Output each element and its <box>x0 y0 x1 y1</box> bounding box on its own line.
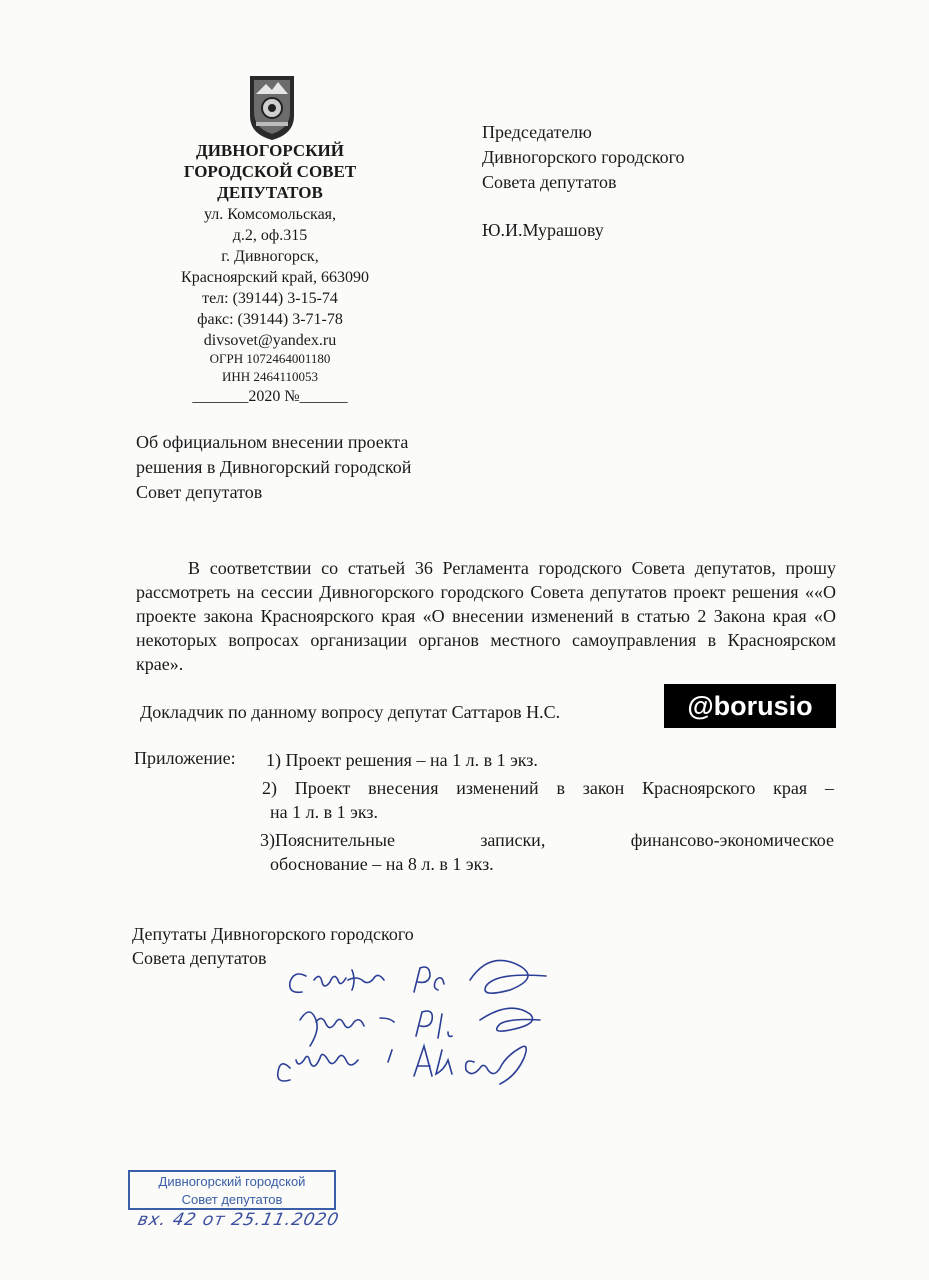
coat-of-arms-icon <box>246 72 298 142</box>
email-text: divsovet@yandex.ru <box>203 332 337 349</box>
attachments-label: Приложение: <box>134 748 236 768</box>
address-line: ул. Комсомольская, <box>203 206 337 223</box>
attachment-item: 3)Пояснительные записки, финансово-экономическое <box>260 830 834 850</box>
body-paragraph: В соответствии со статьей 36 Регламента городского Совета депутатов, прошу рассмотреть на сессии Дивногорского городского Совета депутатов проект решения ««О проекте закона Красноярского края «О внесении изменений в статью 2 Закона края «О некоторых вопросах организации органов местного самоуправления в Красноярском крае». <box>136 558 836 674</box>
signers-block: Депутаты Дивногорского городского Совета депутатов <box>132 924 414 968</box>
attachment-item-continuation: на 1 л. в 1 экз. <box>270 802 378 822</box>
attachment-item: 1) Проект решения – на 1 л. в 1 экз. <box>266 750 538 770</box>
address-line: Красноярский край, 663090 <box>181 269 369 286</box>
organization-name: ДИВНОГОРСКИЙ ГОРОДСКОЙ СОВЕТ ДЕПУТАТОВ <box>183 141 357 202</box>
phone-text: тел: (39144) 3-15-74 <box>202 290 338 307</box>
date-number-field: _______2020 №______ <box>192 388 348 405</box>
handwritten-signatures <box>270 950 610 1120</box>
inn-text: ИНН 2464110053 <box>222 369 318 384</box>
addressee-block: Председателю Дивногорского городского Совета депутатов <box>482 122 685 192</box>
watermark-label: @borusio <box>664 684 836 728</box>
incoming-registration-note: вх. 42 от 25.11.2020 <box>135 1210 342 1230</box>
subject-block: Об официальном внесении проекта решения в Дивногорский городской Совет депутатов <box>136 432 412 502</box>
addressee-name: Ю.И.Мурашову <box>482 220 604 240</box>
speaker-line: Докладчик по данному вопросу депутат Саттаров Н.С. <box>140 702 561 722</box>
address-line: г. Дивногорск, <box>221 248 319 265</box>
fax-text: факс: (39144) 3-71-78 <box>197 311 343 328</box>
address-line: д.2, оф.315 <box>232 227 308 244</box>
attachment-item-continuation: обоснование – на 8 л. в 1 экз. <box>270 854 494 874</box>
ogrn-text: ОГРН 1072464001180 <box>209 351 331 366</box>
registration-stamp: Дивногорский городской Совет депутатов <box>128 1170 336 1210</box>
attachment-item: 2) Проект внесения изменений в закон Красноярского края – <box>262 778 834 798</box>
